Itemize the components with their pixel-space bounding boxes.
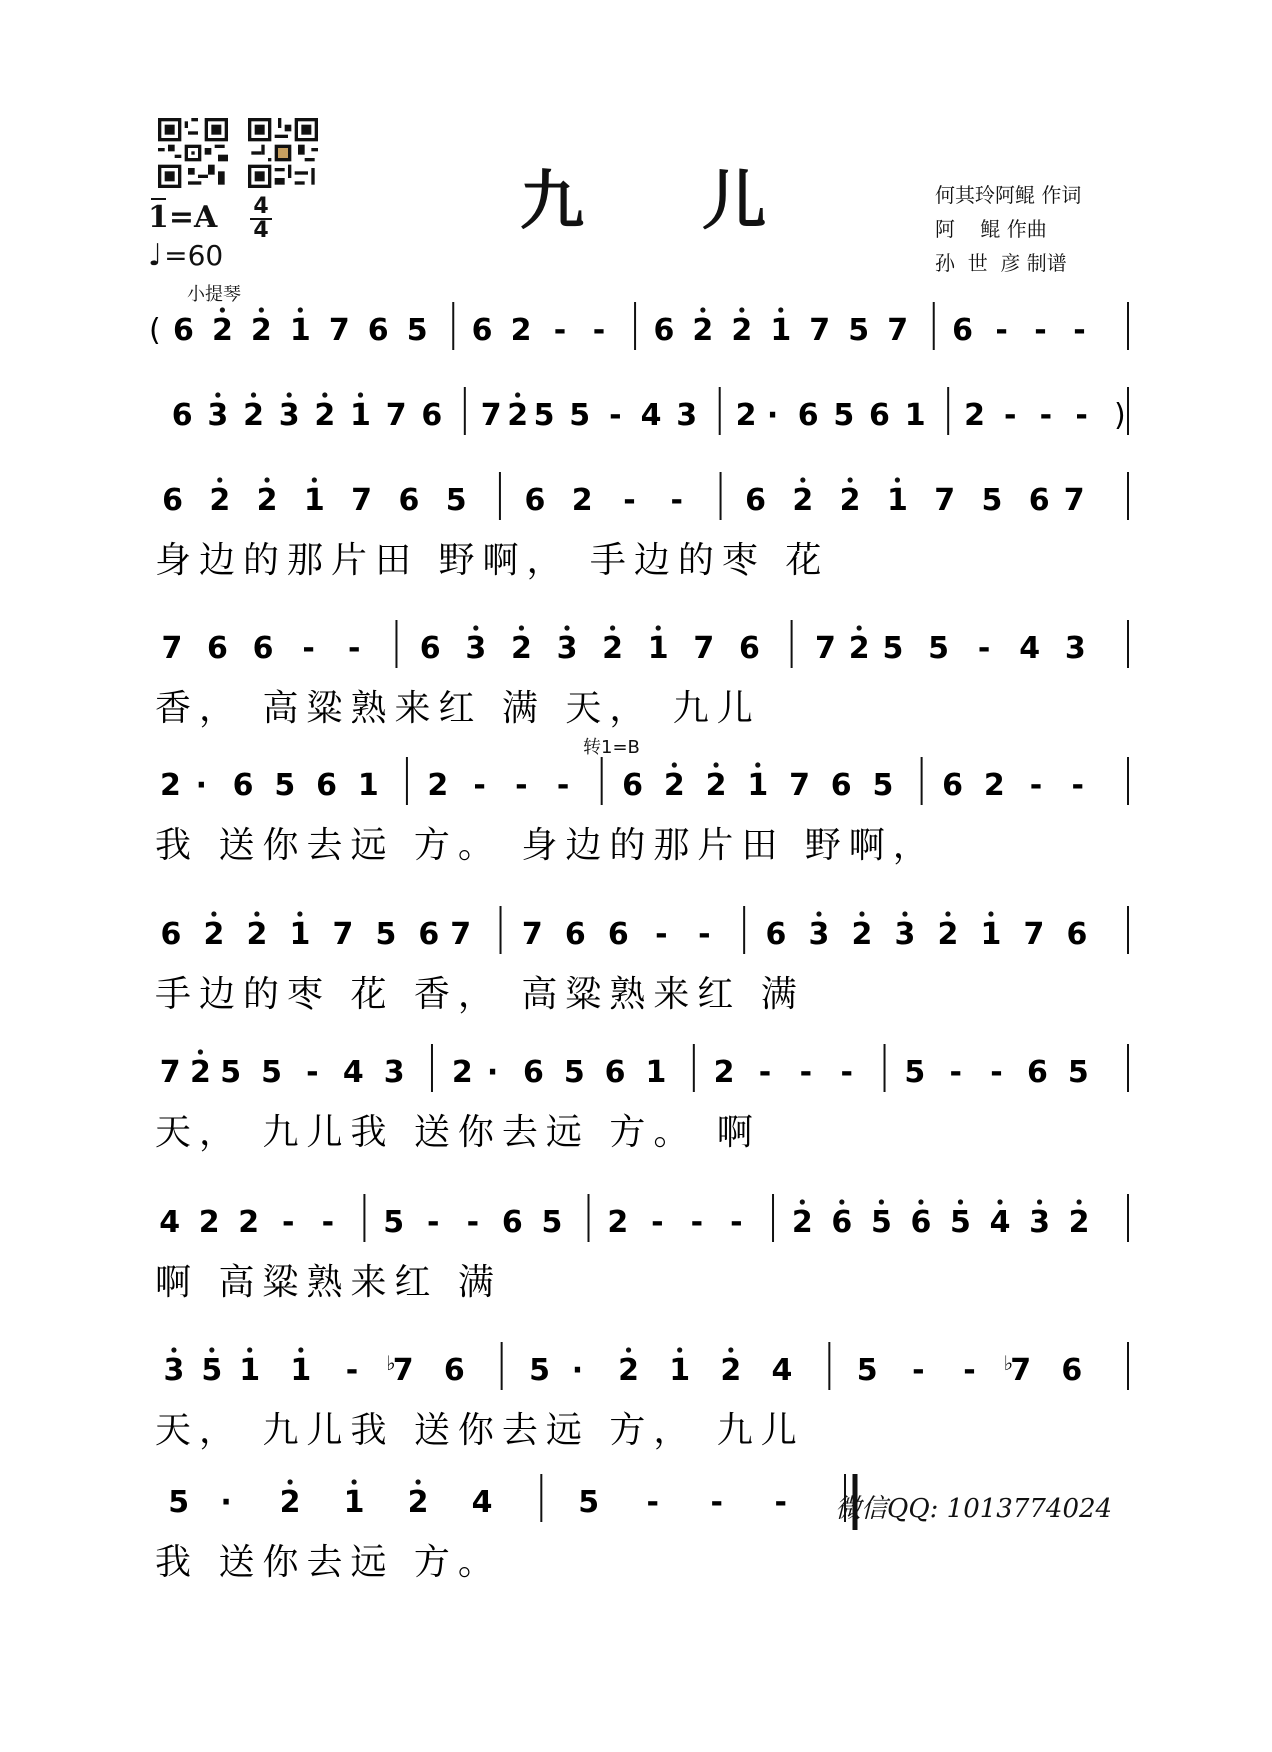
lyric-line: 手边的枣 花 香， 高粱熟来红 满 — [155, 974, 805, 1015]
note: 5 — [870, 1205, 892, 1240]
octave-dot — [997, 1199, 1002, 1204]
octave-dot — [351, 1479, 356, 1484]
intro-open-paren: ( — [149, 313, 161, 348]
time-signature-bottom: 4 — [253, 218, 269, 243]
octave-dot — [264, 477, 269, 482]
dash-note: - — [949, 1055, 962, 1090]
note: 5 — [569, 398, 591, 433]
note: 2 — [720, 1353, 742, 1388]
octave-dot — [713, 762, 718, 767]
song-title: 九 儿 — [520, 164, 815, 239]
note: 2 — [791, 1205, 813, 1240]
note: 2 — [427, 768, 449, 803]
note: 2 — [407, 1485, 429, 1520]
octave-dot — [857, 625, 862, 630]
octave-dot — [171, 1347, 176, 1352]
note: 2 — [663, 768, 685, 803]
note: 6 — [316, 768, 337, 803]
note: 5 — [220, 1055, 242, 1090]
octave-dot — [895, 477, 900, 482]
note: 7 — [328, 313, 350, 348]
note: 3 — [465, 631, 487, 666]
dash-note: - — [348, 631, 361, 666]
dash-note: - — [799, 1055, 813, 1090]
note: 5 — [848, 313, 870, 348]
note: · — [766, 398, 779, 433]
octave-dot — [473, 625, 478, 630]
note: 2 — [314, 398, 336, 433]
note: 6 — [443, 1353, 465, 1388]
dash-note: - — [556, 768, 570, 803]
octave-dot — [209, 1347, 214, 1352]
dash-note: - — [690, 1205, 704, 1240]
note: 3 — [1029, 1205, 1050, 1240]
note: 1 — [645, 1055, 667, 1090]
note: 6 — [1026, 1055, 1048, 1090]
lyric-line: 天， 九儿我 送你去远 方， 九儿 — [155, 1410, 805, 1451]
dash-note: - — [1039, 398, 1053, 433]
dash-note: - — [623, 483, 636, 518]
note: 6 — [367, 313, 389, 348]
octave-dot — [211, 911, 216, 916]
note: 3 — [808, 917, 830, 952]
note: 7 — [887, 313, 909, 348]
note: 6 — [910, 1205, 932, 1240]
dash-note: - — [774, 1485, 787, 1520]
note: 6 — [942, 768, 963, 803]
dash-note: - — [670, 483, 684, 518]
flat-sign: ♭ — [386, 1351, 396, 1375]
note: 6 — [522, 1055, 544, 1090]
octave-dot — [778, 307, 783, 312]
note: 5 — [274, 768, 296, 803]
dash-note: - — [995, 313, 1008, 348]
intro-close-paren: ) — [1114, 398, 1126, 433]
octave-dot — [728, 1347, 733, 1352]
note: 5 — [168, 1485, 190, 1520]
octave-dot — [800, 1199, 805, 1204]
dash-note: - — [282, 1205, 295, 1240]
note: 6 — [831, 1205, 853, 1240]
octave-dot — [1077, 1199, 1082, 1204]
octave-dot — [816, 911, 821, 916]
note: 3 — [556, 631, 578, 666]
note: 2 — [256, 483, 278, 518]
note: 6 — [524, 483, 546, 518]
note: 2 — [250, 313, 272, 348]
dash-note: - — [345, 1353, 359, 1388]
note: 7 — [693, 631, 715, 666]
note: 2 — [279, 1485, 301, 1520]
key-tonic: 1 — [148, 200, 169, 235]
note: 6 — [745, 483, 767, 518]
note: 4 — [771, 1353, 793, 1388]
note: 6 — [421, 398, 443, 433]
note: 2 — [731, 313, 753, 348]
note: 2 — [571, 483, 593, 518]
note: 6 — [252, 631, 274, 666]
note: 5 — [445, 483, 467, 518]
note: 5 — [856, 1353, 878, 1388]
note: 2 — [189, 1055, 211, 1090]
note: 5 — [541, 1205, 563, 1240]
note: 6 — [160, 917, 182, 952]
note: 2 — [937, 917, 959, 952]
note: 6 — [207, 631, 228, 666]
note: 1 — [770, 313, 792, 348]
note: 4 — [640, 398, 662, 433]
note: · — [571, 1353, 584, 1388]
note: 5 — [261, 1055, 282, 1090]
dash-note: - — [321, 1205, 335, 1240]
octave-dot — [879, 1199, 884, 1204]
note: 5 — [904, 1055, 926, 1090]
octave-dot — [677, 1347, 682, 1352]
dash-note: - — [1034, 313, 1047, 348]
octave-dot — [672, 762, 677, 767]
note: 2 — [792, 483, 814, 518]
octave-dot — [519, 625, 524, 630]
dash-note: - — [553, 313, 567, 348]
dash-note: - — [710, 1485, 723, 1520]
note: 2 — [713, 1055, 735, 1090]
octave-dot — [610, 625, 615, 630]
note: 3 — [207, 398, 229, 433]
note: 3 — [278, 398, 300, 433]
note: 5 — [872, 768, 894, 803]
note: 2 — [238, 1205, 260, 1240]
note: 7 — [521, 917, 543, 952]
note: 5 — [383, 1205, 405, 1240]
octave-dot — [215, 392, 220, 397]
octave-dot — [918, 1199, 923, 1204]
note: 6 — [419, 631, 441, 666]
note: 2 — [983, 768, 1005, 803]
octave-dot — [358, 392, 363, 397]
octave-dot — [259, 307, 264, 312]
note: 6 — [607, 917, 629, 952]
dash-note: - — [977, 631, 991, 666]
octave-dot — [1037, 1199, 1042, 1204]
octave-dot — [945, 911, 950, 916]
note: 1 — [904, 398, 926, 433]
note: 5 — [406, 313, 428, 348]
octave-dot — [217, 477, 222, 482]
note: 5 — [882, 631, 904, 666]
note: 1 — [239, 1353, 261, 1388]
note: · — [220, 1485, 232, 1520]
note: 5 — [533, 398, 555, 433]
note: 3 — [894, 917, 916, 952]
dash-note: - — [698, 917, 711, 952]
note: 6 — [471, 313, 493, 348]
note: 7 — [480, 398, 502, 433]
note: 6 — [1061, 1353, 1083, 1388]
note: 4 — [1019, 631, 1041, 666]
octave-dot — [312, 477, 317, 482]
note: 6 — [418, 917, 440, 952]
note: 5 — [950, 1205, 971, 1240]
octave-dot — [298, 1347, 303, 1352]
note: 1 — [669, 1353, 691, 1388]
note: 1 — [343, 1485, 365, 1520]
note: 6 — [869, 398, 890, 433]
octave-dot — [564, 625, 569, 630]
contact-info: 微信QQ: 1013774024 — [835, 1494, 1113, 1524]
note: 6 — [501, 1205, 523, 1240]
note: · — [486, 1055, 499, 1090]
dash-note: - — [473, 768, 486, 803]
note: 2 — [198, 1205, 220, 1240]
octave-dot — [287, 392, 292, 397]
note: 5 — [201, 1353, 223, 1388]
dash-note: - — [840, 1055, 853, 1090]
note: 5 — [928, 631, 949, 666]
octave-dot — [755, 762, 760, 767]
octave-dot — [298, 307, 303, 312]
octave-dot — [859, 911, 864, 916]
octave-dot — [626, 1347, 631, 1352]
note: 1 — [980, 917, 1002, 952]
dash-note: - — [990, 1055, 1003, 1090]
octave-dot — [220, 307, 225, 312]
note: 2 — [243, 398, 264, 433]
note: 6 — [622, 768, 644, 803]
note: 6 — [1066, 917, 1088, 952]
octave-dot — [988, 911, 993, 916]
octave-dot — [958, 1199, 963, 1204]
dash-note: - — [758, 1055, 772, 1090]
dash-note: - — [912, 1353, 925, 1388]
octave-dot — [322, 392, 327, 397]
note: 3 — [1064, 631, 1086, 666]
note: 2 — [246, 917, 268, 952]
tempo-value: =60 — [164, 239, 224, 272]
octave-dot — [251, 392, 256, 397]
note: · — [195, 768, 208, 803]
note: 7 — [385, 398, 407, 433]
lyric-line: 天， 九儿我 送你去远 方。 啊 — [155, 1112, 761, 1153]
note: 7 — [809, 313, 831, 348]
octave-dot — [700, 307, 705, 312]
note: 4 — [342, 1055, 364, 1090]
dash-note: - — [1071, 768, 1084, 803]
lyric-line: 我 送你去远 方。 身边的那片田 野啊， — [155, 825, 937, 866]
note: 3 — [383, 1055, 405, 1090]
note: 1 — [289, 917, 311, 952]
modulation-marking: 转1=B — [583, 737, 640, 758]
octave-dot — [800, 477, 805, 482]
note: 7 — [1063, 483, 1085, 518]
note: 5 — [563, 1055, 585, 1090]
note: 6 — [604, 1055, 626, 1090]
note: 3 — [163, 1353, 185, 1388]
note: 5 — [529, 1353, 550, 1388]
note: 6 — [172, 313, 194, 348]
note: 2 — [851, 917, 873, 952]
note: 2 — [964, 398, 986, 433]
note: 2 — [735, 398, 757, 433]
note: 6 — [162, 483, 183, 518]
note: 6 — [830, 768, 852, 803]
octave-dot — [254, 911, 259, 916]
instrument-label: 小提琴 — [187, 284, 241, 305]
note: 6 — [171, 398, 193, 433]
note: 7 — [789, 768, 810, 803]
note: 1 — [886, 483, 908, 518]
octave-dot — [515, 392, 520, 397]
note: 5 — [833, 398, 855, 433]
note: 6 — [564, 917, 586, 952]
dash-note: - — [1073, 313, 1086, 348]
note: 7 — [934, 483, 956, 518]
dash-note: - — [655, 917, 668, 952]
octave-dot — [902, 911, 907, 916]
note: 5 — [578, 1485, 600, 1520]
octave-dot — [656, 625, 661, 630]
note: 2 — [203, 917, 225, 952]
octave-dot — [198, 1049, 203, 1054]
flat-sign: ♭ — [1003, 1351, 1014, 1375]
octave-dot — [287, 1479, 292, 1484]
note: 6 — [952, 313, 974, 348]
dash-note: - — [1004, 398, 1017, 433]
note: 4 — [471, 1485, 493, 1520]
note: 7 — [161, 631, 183, 666]
composer-credit: 阿 鲲 作曲 — [935, 217, 1047, 241]
transcriber-credit: 孙 世 彦 制谱 — [935, 251, 1067, 275]
note: 1 — [303, 483, 325, 518]
note: 2 — [209, 483, 231, 518]
note: 2 — [510, 631, 532, 666]
note: 6 — [398, 483, 420, 518]
lyricist-credit: 何其玲阿鲲 作词 — [935, 183, 1082, 207]
note: 2 — [602, 631, 624, 666]
key-letter: =A — [168, 200, 218, 235]
dash-note: - — [730, 1205, 743, 1240]
octave-dot — [848, 477, 853, 482]
dash-note: - — [302, 631, 315, 666]
note: 5 — [1067, 1055, 1089, 1090]
note: 6 — [653, 313, 675, 348]
note: 6 — [738, 631, 760, 666]
dash-note: - — [306, 1055, 319, 1090]
quarter-note-icon: ♩ — [148, 238, 163, 273]
note: 4 — [989, 1205, 1011, 1240]
note: 7 — [1023, 917, 1045, 952]
note: 2 — [507, 398, 529, 433]
note: 3 — [676, 398, 698, 433]
dash-note: - — [646, 1485, 659, 1520]
lyric-line: 香， 高粱熟来红 满 天， 九儿 — [155, 688, 761, 729]
note: 2 — [618, 1353, 639, 1388]
note: 7 — [814, 631, 836, 666]
note: 1 — [290, 1353, 312, 1388]
note: 1 — [747, 768, 769, 803]
lyric-line: 啊 高粱熟来红 满 — [155, 1262, 502, 1303]
note: 7 — [159, 1055, 181, 1090]
octave-dot — [415, 1479, 420, 1484]
note: 6 — [232, 768, 254, 803]
note: 7 — [392, 1353, 414, 1388]
octave-dot — [247, 1347, 252, 1352]
time-signature-top: 4 — [250, 196, 272, 220]
note: 2 — [705, 768, 727, 803]
note: 7 — [332, 917, 354, 952]
lyric-line: 身边的那片田 野啊， 手边的枣 花 — [155, 540, 830, 581]
note: 7 — [351, 483, 373, 518]
note: 1 — [357, 768, 379, 803]
dash-note: - — [592, 313, 606, 348]
dash-note: - — [466, 1205, 480, 1240]
lyric-line: 我 送你去远 方。 — [155, 1542, 502, 1583]
dash-note: - — [651, 1205, 664, 1240]
octave-dot — [739, 307, 744, 312]
note: 2 — [510, 313, 532, 348]
dash-note: - — [963, 1353, 976, 1388]
note: 2 — [1068, 1205, 1090, 1240]
dash-note: - — [515, 768, 528, 803]
note: 2 — [160, 768, 181, 803]
note: 7 — [450, 917, 472, 952]
note: 2 — [692, 313, 714, 348]
note: 5 — [981, 483, 1003, 518]
octave-dot — [297, 911, 302, 916]
note: 2 — [211, 313, 233, 348]
note: 2 — [451, 1055, 473, 1090]
octave-dot — [839, 1199, 844, 1204]
note: 6 — [797, 398, 819, 433]
note: 2 — [839, 483, 861, 518]
note: 6 — [765, 917, 787, 952]
note: 5 — [375, 917, 397, 952]
dash-note: - — [609, 398, 622, 433]
note: 2 — [607, 1205, 629, 1240]
dash-note: - — [1075, 398, 1088, 433]
note: 1 — [647, 631, 669, 666]
note: 4 — [159, 1205, 181, 1240]
note: 2 — [848, 631, 870, 666]
note: 7 — [1010, 1353, 1032, 1388]
note: 1 — [289, 313, 311, 348]
note: 1 — [350, 398, 371, 433]
dash-note: - — [1029, 768, 1043, 803]
note: 6 — [1028, 483, 1050, 518]
dash-note: - — [427, 1205, 440, 1240]
